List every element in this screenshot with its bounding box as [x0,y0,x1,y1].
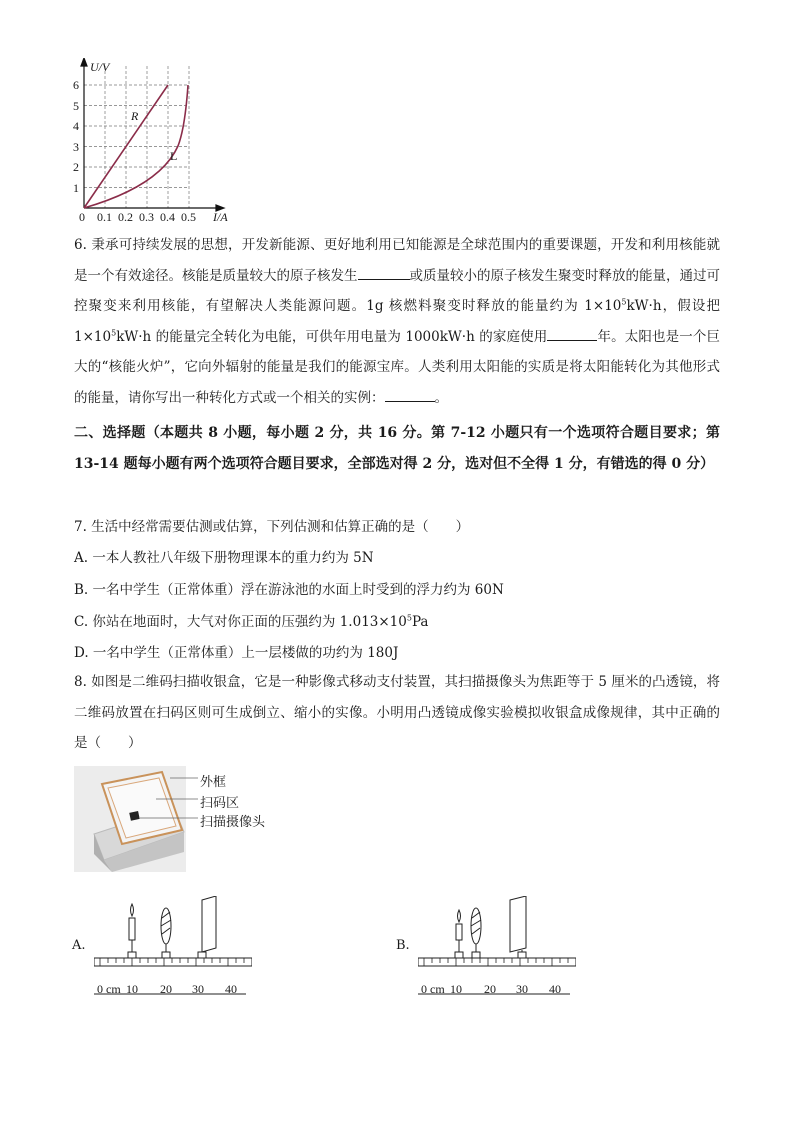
section-2-heading: 二、选择题（本题共 8 小题，每小题 2 分，共 16 分。第 7-12 小题只有一个选项符合题目要求；第 13-14 题每小题有两个选项符合题目要求，全部选对得 2 分，选对但不全得 1 分，有错选的得 0 分） [74,425,720,472]
ruler-a-20: 20 [160,982,172,996]
q6-text-3: kW·h，假设把 1×10 [74,298,720,345]
screen [198,896,216,958]
y-axis-label: U/V [90,60,110,74]
curve-l-label: L [170,149,178,163]
q7-c-text: C. 你站在地面时，大气对你正面的压强约为 1.013×10 [74,614,407,630]
y-tick-2: 2 [73,160,79,174]
q7-c-unit: Pa [411,614,429,630]
label-outer-frame: 外框 [200,775,227,790]
lens [471,908,481,958]
ruler-b-0: 0 cm [421,982,445,996]
q7-c-exp: 5 [406,613,412,623]
q7-option-b[interactable]: B. 一名中学生（正常体重）浮在游泳池的水面上时受到的浮力约为 60N [74,582,504,598]
y-tick-4: 4 [73,119,79,133]
q6-text-4: kW·h 的能量完全转化为电能，可供年用电量为 1000kW·h 的家庭使用 [116,328,548,345]
q7-stem: 7. 生活中经常需要估测或估算，下列估测和估算正确的是（ ） [74,519,470,535]
q6-exp-1: 5 [621,297,627,307]
x-tick-0: 0 [79,210,85,224]
ruler-b-10: 10 [450,982,462,996]
question-6 [74,230,720,413]
label-scan-area: 扫码区 [200,796,240,811]
q6-blank-3[interactable] [385,389,435,402]
option-a-label[interactable]: A. [72,938,86,953]
x-tick-01: 0.1 [97,210,112,224]
candle [128,904,136,958]
label-scan-camera: 扫描摄像头 [200,815,266,830]
x-tick-04: 0.4 [160,210,175,224]
u-i-graph [70,58,270,228]
screen [510,896,526,958]
q7-option-d[interactable]: D. 一名中学生（正常体重）上一层楼做的功约为 180J [74,645,399,661]
x-tick-03: 0.3 [139,210,154,224]
lens [161,908,171,958]
ruler-b-40: 40 [549,982,561,996]
q6-text-5: 年。太阳也是一个巨大的“核能火炉”，它向外辐射的能量是我们的能源宝库。人类利用太阳能的实质是将太阳能转化为其他形式的能量，请你写出一种转化方式或一个相关的实例： [74,328,720,406]
q6-exp-2: 5 [111,328,117,337]
y-tick-5: 5 [73,99,79,113]
ruler-a-30: 30 [192,982,204,996]
y-tick-3: 3 [73,140,79,154]
ruler-a-0: 0 cm [97,982,121,996]
option-b-label[interactable]: B. [396,938,410,953]
q7-option-c[interactable] [74,610,428,630]
axes [81,58,224,211]
ruler-b-20: 20 [484,982,496,996]
q6-text-6: 。 [434,389,448,406]
q6-blank-1[interactable] [358,267,410,280]
ruler-b-30: 30 [516,982,528,996]
y-tick-6: 6 [73,78,79,92]
y-tick-1: 1 [73,181,79,195]
ruler-a-40: 40 [225,982,237,996]
q6-number: 6. [74,237,87,253]
q6-text-2: 或质量较小的原子核发生聚变时释放的能量，通过可控聚变来利用核能，有望解决人类能源问题。1g 核燃料聚变时释放的能量约为 1×10 [74,267,720,314]
x-axis-label: I/A [213,210,228,224]
q8-stem: 8. 如图是二维码扫描收银盒，它是一种影像式移动支付装置，其扫描摄像头为焦距等于 5 厘米的凸透镜，将二维码放置在扫码区则可生成倒立、缩小的实像。小明用凸透镜成像实验模拟收银盒成像规律，其中正确的是（ ） [74,674,720,751]
x-tick-05: 0.5 [181,210,196,224]
ruler-a-10: 10 [126,982,138,996]
q6-text-1: 秉承可持续发展的思想，开发新能源、更好地利用已知能源是全球范围内的重要课题，开发和利用核能就是一个有效途径。核能是质量较大的原子核发生 [74,237,721,284]
curve-r-label: R [131,109,139,123]
q6-blank-2[interactable] [547,328,597,341]
q7-option-a[interactable]: A. 一本人教社八年级下册物理课本的重力约为 5N [74,550,374,566]
candle [455,910,463,958]
x-tick-02: 0.2 [118,210,133,224]
